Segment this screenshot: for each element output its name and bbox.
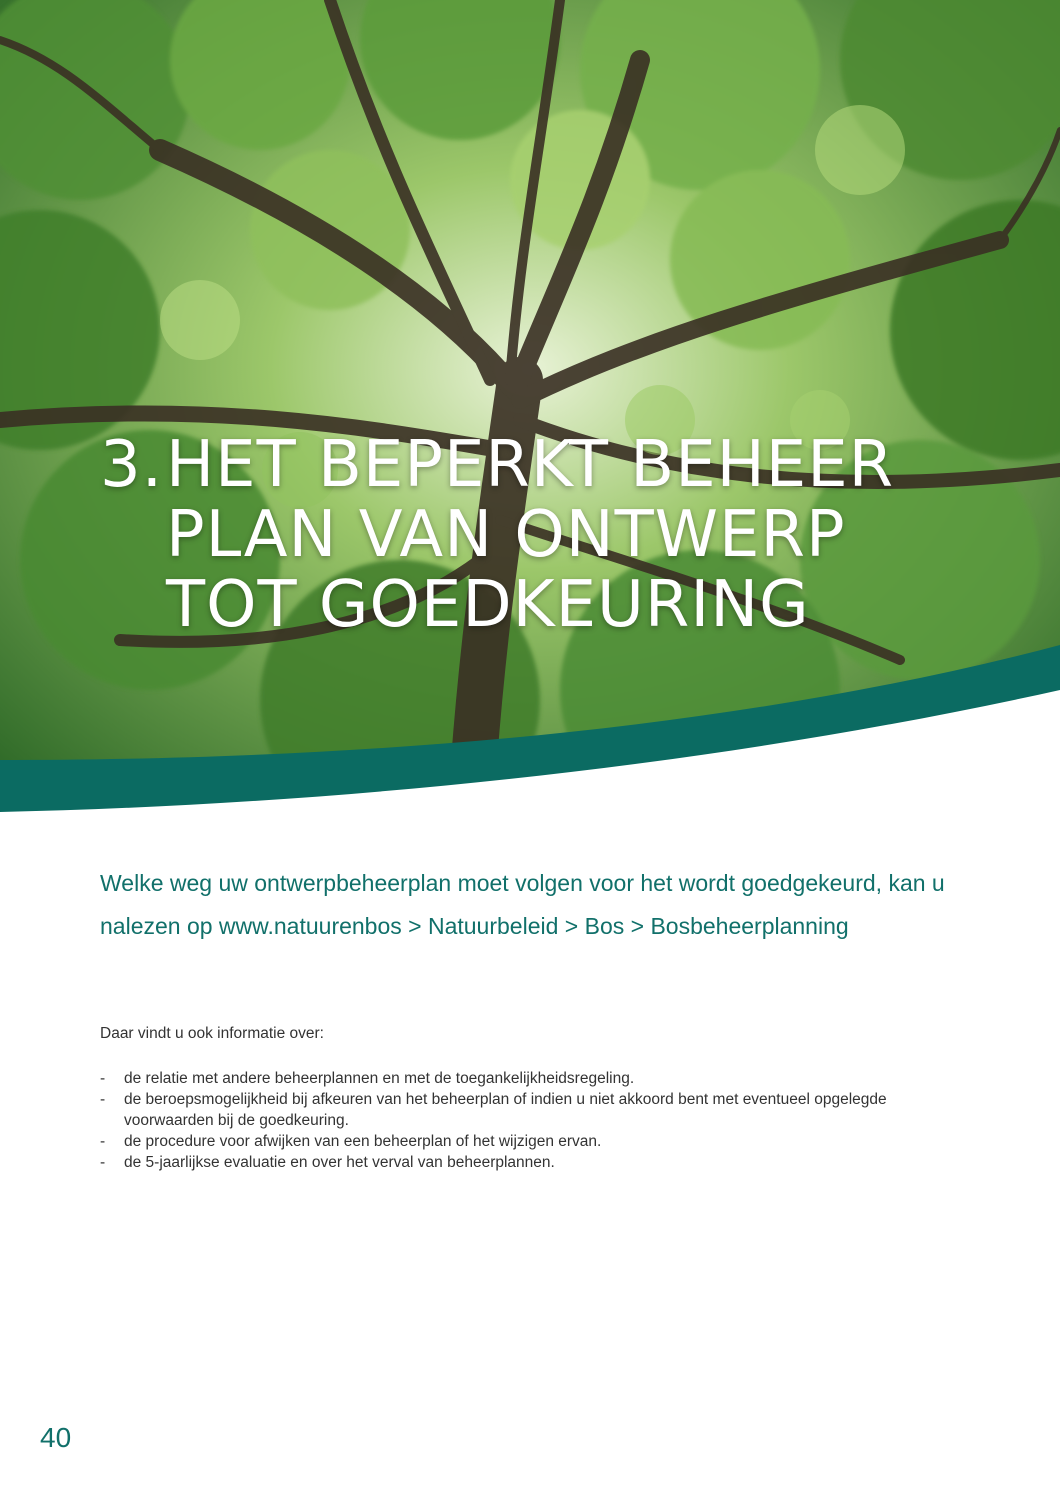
bullet-dash: - [100,1133,106,1150]
bullet-dash: - [100,1091,106,1108]
intro-text: Daar vindt u ook informatie over: [100,1025,324,1042]
chapter-number: 3. [100,428,164,502]
bullet-dash: - [100,1070,106,1087]
list-item-text: de 5-jaarlijkse evaluatie en over het verval van beheerplannen. [124,1154,555,1171]
chapter-title-line-2: PLAN VAN ONTWERP [166,498,846,572]
chapter-title [100,430,1000,640]
list-item-text: de beroepsmogelijkheid bij afkeuren van het beheerplan of indien u niet akkoord bent met eventueel opgelegde voorwaarden bij de goedkeuring. [124,1091,887,1129]
list-item [100,1152,960,1173]
list-item [100,1068,960,1089]
list-item [100,1089,960,1131]
list-item [100,1131,960,1152]
bullet-dash: - [100,1154,106,1171]
list-item-text: de relatie met andere beheerplannen en met de toegankelijkheidsregeling. [124,1070,635,1087]
chapter-title-line-1: HET BEPERKT BEHEER [166,428,895,502]
chapter-title-line-3: TOT GOEDKEURING [166,568,810,642]
page-number: 40 [40,1422,72,1453]
list-item-text: de procedure voor afwijken van een beheerplan of het wijzigen ervan. [124,1133,602,1150]
lead-paragraph: Welke weg uw ontwerpbeheerplan moet volgen voor het wordt goedgekeurd, kan u nalezen op www.natuurenbos > Natuurbeleid > Bos > Bosbeheerplanning [100,870,945,939]
info-list [100,1068,960,1173]
